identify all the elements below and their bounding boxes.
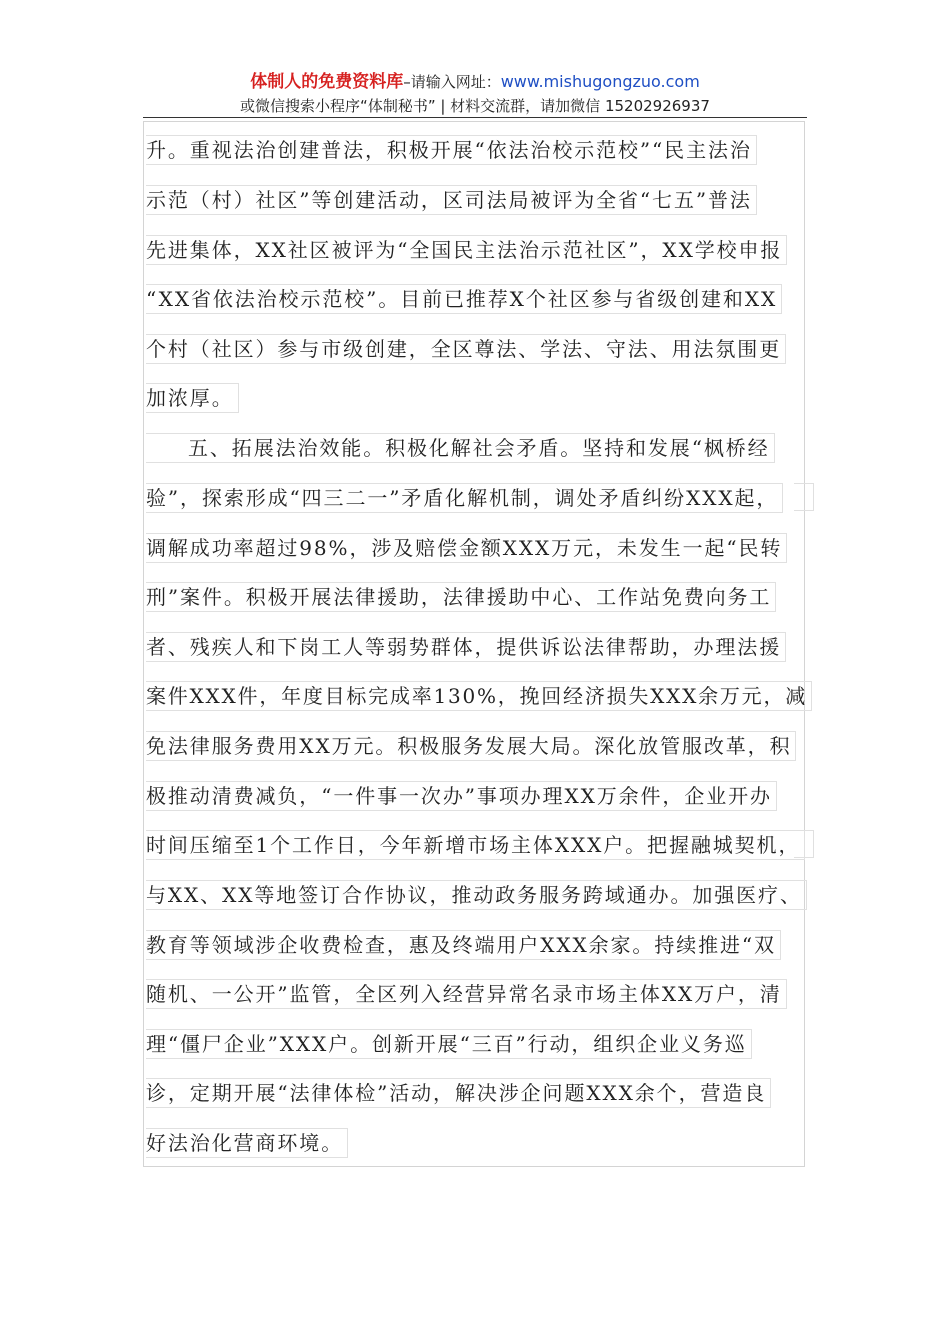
body-line: 教育等领域涉企收费检查，惠及终端用户XXX余家。持续推进“双 <box>146 930 781 960</box>
body-line: 先进集体，XX社区被评为“全国民主法治示范社区”，XX学校申报 <box>146 235 787 265</box>
body-line: 与XX、XX等地签订合作协议，推动政务服务跨域通办。加强医疗、 <box>146 880 807 910</box>
url-prompt: –请输入网址： <box>403 73 501 91</box>
site-url-link[interactable]: www.mishugongzuo.com <box>500 72 700 91</box>
body-line: 随机、一公开”监管，全区列入经营异常名录市场主体XX万户，清 <box>146 979 787 1009</box>
body-line: 刑”案件。积极开展法律援助，法律援助中心、工作站免费向务工 <box>146 582 776 612</box>
body-line: 示范（村）社区”等创建活动，区司法局被评为全省“七五”普法 <box>146 185 757 215</box>
body-line: 升。重视法治创建普法，积极开展“依法治校示范校”“民主法治 <box>146 135 757 165</box>
body-line: 个村（社区）参与市级创建，全区尊法、学法、守法、用法氛围更 <box>146 334 786 364</box>
wechat-contact-line: 或微信搜索小程序“体制秘书” | 材料交流群，请加微信 15202926937 <box>240 97 710 115</box>
page-header <box>0 70 950 117</box>
body-line: 调解成功率超过98%，涉及赔偿金额XXX万元，未发生一起“民转 <box>146 533 787 563</box>
body-line: 理“僵尸企业”XXX户。创新开展“三百”行动，组织企业义务巡 <box>146 1029 752 1059</box>
paragraph-first-line: 五、拓展法治效能。积极化解社会矛盾。坚持和发展“枫桥经 <box>146 433 775 463</box>
body-line: 加浓厚。 <box>146 383 239 413</box>
body-line: 极推动清费减负，“一件事一次办”事项办理XX万余件，企业开办 <box>146 781 777 811</box>
body-line: “XX省依法治校示范校”。目前已推荐X个社区参与省级创建和XX <box>146 284 782 314</box>
body-line: 案件XXX件，年度目标完成率130%，挽回经济损失XXX余万元，减 <box>146 681 812 711</box>
body-line: 好法治化营商环境。 <box>146 1128 348 1158</box>
header-divider <box>143 117 807 118</box>
body-line: 验”，探索形成“四三二一”矛盾化解机制，调处矛盾纠纷XXX起， <box>146 483 783 513</box>
overflow-marker <box>794 483 814 511</box>
brand-name: 体制人的免费资料库 <box>250 72 404 92</box>
body-line: 者、残疾人和下岗工人等弱势群体，提供诉讼法律帮助，办理法援 <box>146 632 786 662</box>
body-line: 时间压缩至1个工作日，今年新增市场主体XXX户。把握融城契机， <box>146 830 805 860</box>
body-line: 免法律服务费用XX万元。积极服务发展大局。深化放管服改革，积 <box>146 731 796 761</box>
overflow-marker <box>794 830 814 858</box>
body-line: 诊，定期开展“法律体检”活动，解决涉企问题XXX余个，营造良 <box>146 1078 771 1108</box>
header-line-1 <box>0 70 950 94</box>
